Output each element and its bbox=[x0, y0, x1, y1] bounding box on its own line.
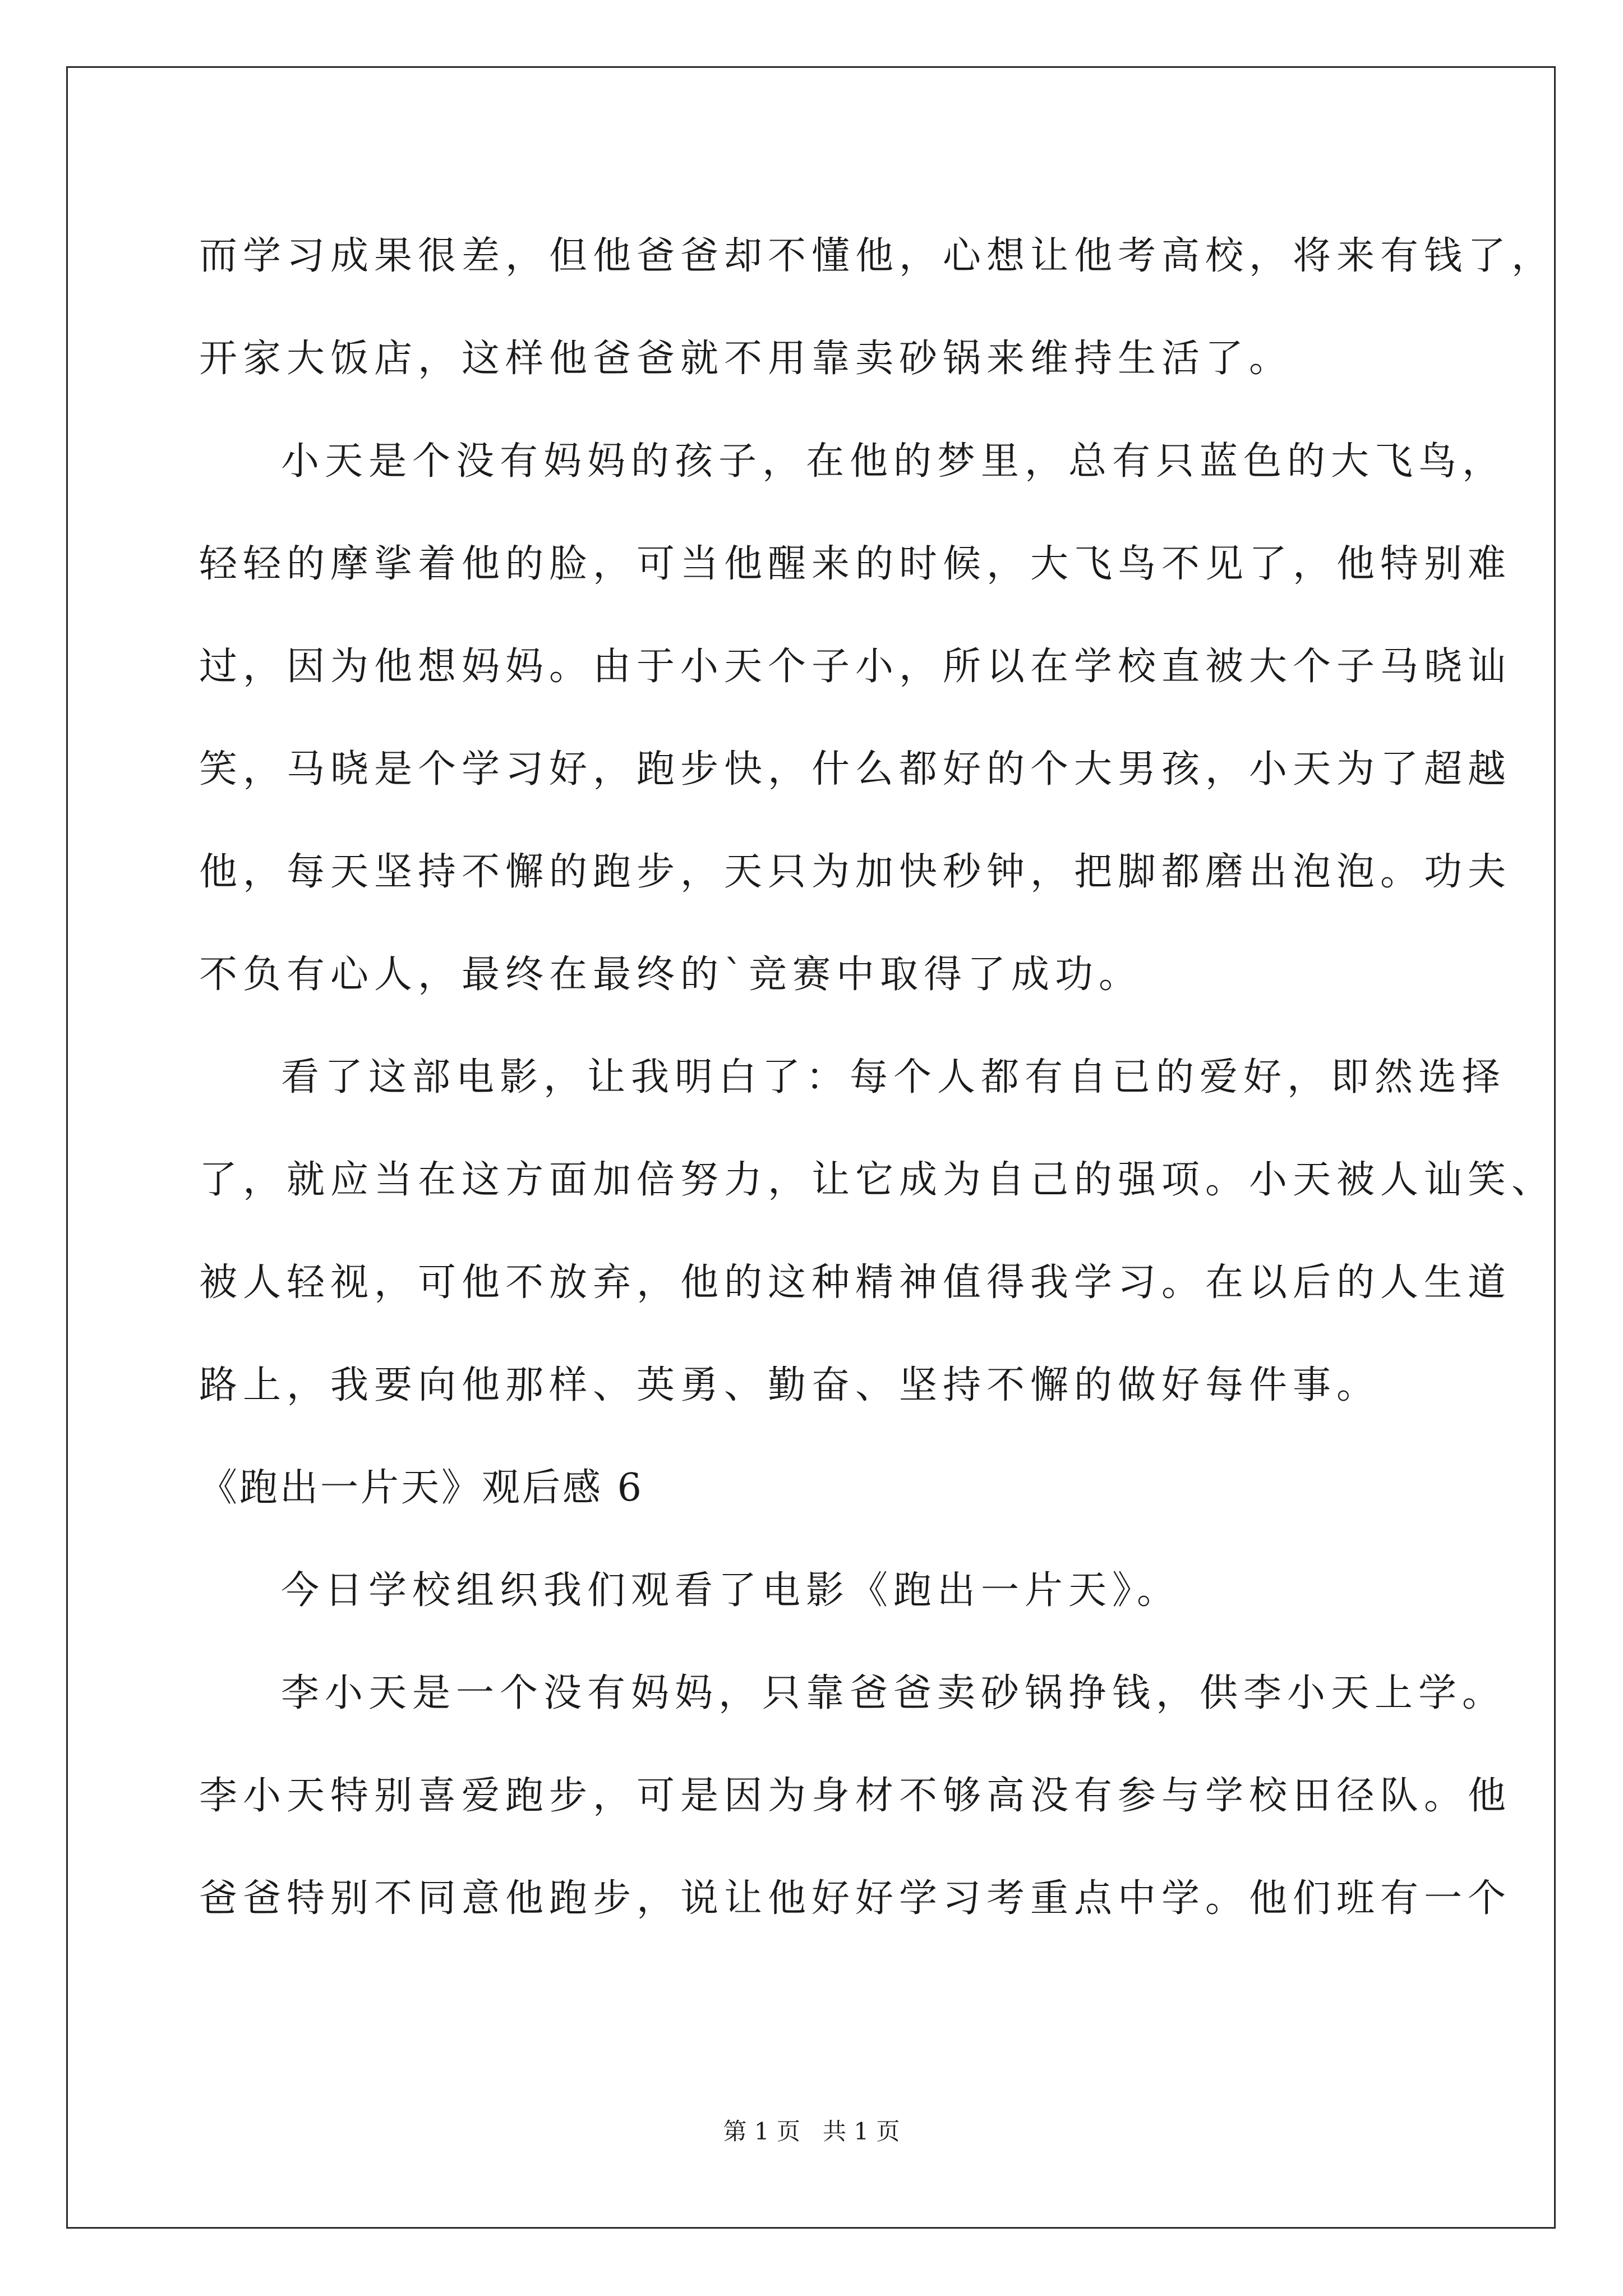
text-line: 开家大饭店，这样他爸爸就不用靠卖砂锅来维持生活了。 bbox=[199, 337, 1293, 381]
page-footer: 第 1 页 共 1 页 bbox=[723, 2118, 900, 2145]
text-line: 过，因为他想妈妈。由于小天个子小，所以在学校直被大个子马晓讪 bbox=[199, 645, 1512, 689]
text-line: 被人轻视，可他不放弃，他的这种精神值得我学习。在以后的人生道 bbox=[199, 1260, 1512, 1305]
document-body bbox=[199, 205, 1556, 1950]
text-line: 路上，我要向他那样、英勇、勤奋、坚持不懈的做好每件事。 bbox=[199, 1363, 1381, 1407]
text-line: 不负有心人，最终在最终的`竞赛中取得了成功。 bbox=[199, 953, 1143, 997]
paragraph-start-line: 李小天是一个没有妈妈，只靠爸爸卖砂锅挣钱，供李小天上学。 bbox=[281, 1671, 1506, 1715]
paragraph-start-line: 看了这部电影，让我明白了：每个人都有自已的爱好，即然选择 bbox=[281, 1055, 1506, 1099]
paragraph-start-line: 今日学校组织我们观看了电影《跑出一片天》。 bbox=[281, 1568, 1181, 1613]
text-line: 他，每天坚持不懈的跑步，天只为加快秒钟，把脚都磨出泡泡。功夫 bbox=[199, 850, 1512, 894]
text-line: 李小天特别喜爱跑步，可是因为身材不够高没有参与学校田径队。他 bbox=[199, 1774, 1512, 1818]
text-line: 爸爸特别不同意他跑步，说让他好好学习考重点中学。他们班有一个 bbox=[199, 1876, 1512, 1921]
text-line: 而学习成果很差，但他爸爸却不懂他，心想让他考高校，将来有钱了， bbox=[199, 234, 1556, 278]
section-heading: 《跑出一片天》观后感 6 bbox=[199, 1466, 644, 1510]
paragraph-start-line: 小天是个没有妈妈的孩子，在他的梦里，总有只蓝色的大飞鸟， bbox=[281, 439, 1506, 484]
text-line: 轻轻的摩挲着他的脸，可当他醒来的时候，大飞鸟不见了，他特别难 bbox=[199, 542, 1512, 586]
text-line: 了，就应当在这方面加倍努力，让它成为自己的强项。小天被人讪笑、 bbox=[199, 1158, 1556, 1202]
text-line: 笑，马晓是个学习好，跑步快，什么都好的个大男孩，小天为了超越 bbox=[199, 747, 1512, 792]
